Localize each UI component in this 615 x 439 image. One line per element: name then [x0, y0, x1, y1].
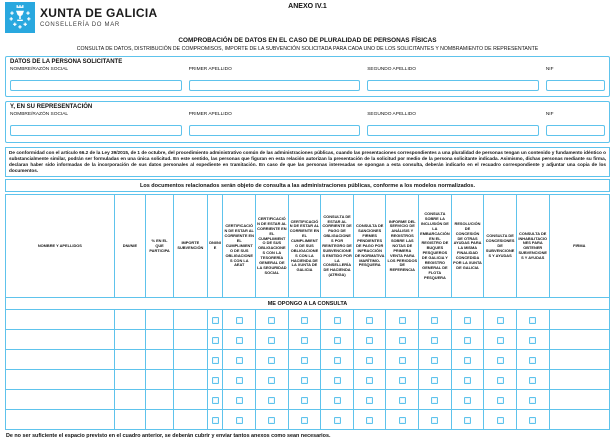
consulta-reintegro-atriga-cell — [321, 350, 354, 370]
oppose-checkbox[interactable] — [529, 377, 536, 384]
oppose-checkbox[interactable] — [236, 397, 243, 404]
table-row — [6, 410, 610, 430]
brand-text — [40, 2, 157, 28]
brand-title: XUNTA DE GALICIA — [40, 6, 158, 20]
informe-notas-primera-venta-cell — [386, 410, 419, 430]
nombre-apellidos-cell[interactable] — [6, 350, 115, 370]
column-header-consulta-sanciones: CONSULTA DE SANCIONES FIRMES PENDIENTES DE PAGO POR INFRACCIÓN DE NORMATIVA MARÍTIMO-PESQUERA — [353, 195, 386, 298]
cert-aeat-cell — [223, 310, 256, 330]
consulta-concesiones-cell — [484, 330, 517, 350]
oppose-checkbox[interactable] — [301, 317, 308, 324]
porcentaje-participacion-cell[interactable] — [146, 410, 174, 430]
column-header-consulta-reintegro-atriga: CONSULTA DE ESTAR AL CORRIENTE DE PAGO DE OBLIGACIONES POR REINTEGRO DE SUBVENCIONES EMITIDO POR LA CONSELLERÍA DE HACIENDA (ATRIGA) — [321, 195, 354, 298]
resolucion-otras-ayudas-cell — [451, 330, 484, 350]
cert-hacienda-xunta-cell — [288, 390, 321, 410]
porcentaje-participacion-cell[interactable] — [146, 370, 174, 390]
consulta-registro-buques-cell — [419, 370, 452, 390]
consulta-reintegro-atriga-cell — [321, 390, 354, 410]
applicant-segundo-apellido-label: SEGUNDO APELLIDO — [367, 66, 417, 72]
oppose-checkbox[interactable] — [268, 357, 275, 364]
applicant-nif-label: NIF — [545, 66, 554, 72]
cert-seguridad-social-cell — [256, 410, 289, 430]
oppose-checkbox[interactable] — [268, 377, 275, 384]
cert-seguridad-social-cell — [256, 370, 289, 390]
oppose-checkbox[interactable] — [301, 417, 308, 424]
consulta-sanciones-cell — [353, 310, 386, 330]
oppose-checkbox[interactable] — [497, 317, 504, 324]
oppose-checkbox[interactable] — [236, 337, 243, 344]
consulta-reintegro-atriga-cell — [321, 310, 354, 330]
oppose-checkbox[interactable] — [334, 417, 341, 424]
resolucion-otras-ayudas-cell — [451, 410, 484, 430]
oppose-checkbox[interactable] — [268, 317, 275, 324]
oppose-checkbox[interactable] — [212, 397, 219, 404]
applicant-section — [5, 56, 610, 98]
nombre-apellidos-cell[interactable] — [6, 410, 115, 430]
column-header-porcentaje-participacion: % EN EL QUE PARTICIPA — [146, 195, 174, 298]
oppose-checkbox[interactable] — [529, 397, 536, 404]
oppose-checkbox[interactable] — [212, 317, 219, 324]
cert-hacienda-xunta-cell — [288, 350, 321, 370]
representative-nombre-razon-social-label: NOMBRE/RAZÓN SOCIAL — [10, 112, 69, 117]
dni-nie-cell[interactable] — [114, 370, 145, 390]
importe-subvencion-cell[interactable] — [173, 350, 207, 370]
brand-subtitle: CONSELLERÍA DO MAR — [40, 22, 120, 28]
column-header-consulta-registro-buques: CONSULTA SOBRE LA INCLUSIÓN DE LA EMBARCACIÓN EN EL REGISTRO DE BUQUES PESQUEROS DE GALICIA Y REGISTRO GENERAL DE FLOTA PESQUERA — [419, 195, 452, 298]
dni-nie-consulta-cell — [207, 390, 223, 410]
informe-notas-primera-venta-cell — [386, 330, 419, 350]
annex-label: ANEXO IV.1 — [288, 3, 327, 10]
informe-notas-primera-venta-cell — [386, 370, 419, 390]
oppose-checkbox[interactable] — [464, 337, 471, 344]
importe-subvencion-cell[interactable] — [173, 410, 207, 430]
consulta-concesiones-cell — [484, 350, 517, 370]
cert-aeat-cell — [223, 370, 256, 390]
oppose-checkbox[interactable] — [399, 417, 406, 424]
dni-nie-cell[interactable] — [114, 350, 145, 370]
applicant-nombre-razon-social-field — [10, 67, 182, 92]
oppose-checkbox[interactable] — [431, 317, 438, 324]
oppose-checkbox[interactable] — [212, 357, 219, 364]
oppose-checkbox[interactable] — [431, 417, 438, 424]
column-header-cert-hacienda-xunta: CERTIFICACIÓN DE ESTAR AL CORRIENTE EN EL CUMPLIMIENTO DE SUS OBLIGACIONES CON LA HACIENDA DE LA XUNTA DE GALICIA — [288, 195, 321, 298]
oppose-checkbox[interactable] — [366, 337, 373, 344]
dni-nie-consulta-cell — [207, 410, 223, 430]
consulta-reintegro-atriga-cell — [321, 410, 354, 430]
oppose-checkbox[interactable] — [529, 317, 536, 324]
column-header-consulta-inhabilitaciones: CONSULTA DE INHABILITACIONES PARA OBTENER SUBVENCIONES Y AYUDAS — [516, 195, 549, 298]
applicant-primer-apellido-label: PRIMER APELLIDO — [188, 66, 232, 72]
cert-hacienda-xunta-cell — [288, 310, 321, 330]
document-title-block — [0, 37, 615, 52]
oppose-checkbox[interactable] — [301, 397, 308, 404]
firma-cell[interactable] — [549, 390, 609, 410]
consulta-concesiones-cell — [484, 370, 517, 390]
consulta-concesiones-cell — [484, 410, 517, 430]
resolucion-otras-ayudas-cell — [451, 350, 484, 370]
oppose-checkbox[interactable] — [497, 397, 504, 404]
cert-hacienda-xunta-cell — [288, 330, 321, 350]
oppose-checkbox[interactable] — [334, 397, 341, 404]
oppose-checkbox[interactable] — [464, 357, 471, 364]
consulta-inhabilitaciones-cell — [516, 370, 549, 390]
xunta-de-galicia-logo — [5, 2, 35, 33]
nombre-apellidos-cell[interactable] — [6, 330, 115, 350]
cert-seguridad-social-cell — [256, 310, 289, 330]
column-header-consulta-concesiones: CONSULTA DE CONCESIONES DE SUBVENCIONES Y AYUDAS — [484, 195, 517, 298]
table-row — [6, 390, 610, 410]
applicant-primer-apellido-input[interactable] — [189, 80, 361, 91]
cert-aeat-cell — [223, 330, 256, 350]
column-header-dni-nie-consulta: DNI/NIE — [207, 195, 223, 298]
dni-nie-cell[interactable] — [114, 390, 145, 410]
oppose-checkbox[interactable] — [431, 337, 438, 344]
nombre-apellidos-cell[interactable] — [6, 370, 115, 390]
dni-nie-cell[interactable] — [114, 330, 145, 350]
consulta-registro-buques-cell — [419, 310, 452, 330]
cert-hacienda-xunta-cell — [288, 370, 321, 390]
consulta-registro-buques-cell — [419, 330, 452, 350]
representative-segundo-apellido-field — [367, 112, 539, 137]
oppose-checkbox[interactable] — [212, 377, 219, 384]
applicant-section-title: DATOS DE LA PERSONA SOLICITANTE — [10, 58, 123, 65]
oppose-checkbox[interactable] — [497, 337, 504, 344]
column-header-cert-aeat: CERTIFICACIÓN DE ESTAR AL CORRIENTE EN EL CUMPLIMIENTO DE SUS OBLIGACIONES CON LA AEAT — [223, 195, 256, 298]
oppose-checkbox[interactable] — [236, 357, 243, 364]
applicant-fields — [10, 67, 605, 92]
consulta-inhabilitaciones-cell — [516, 350, 549, 370]
applicant-nombre-razon-social-label: NOMBRE/RAZÓN SOCIAL — [10, 66, 69, 72]
representative-segundo-apellido-label: SEGUNDO APELLIDO — [367, 112, 417, 117]
column-header-resolucion-otras-ayudas: RESOLUCIÓN DE CONCESIÓN DE OTRAS AYUDAS PARA LA MISMA FINALIDAD CONCEDIDA POR LA XUNTA DE GALICIA — [451, 195, 484, 298]
cert-aeat-cell — [223, 410, 256, 430]
oppose-checkbox[interactable] — [366, 397, 373, 404]
column-header-dni-nie: DNI/NIE — [114, 195, 145, 298]
oppose-checkbox[interactable] — [301, 357, 308, 364]
resolucion-otras-ayudas-cell — [451, 390, 484, 410]
oppose-checkbox[interactable] — [236, 377, 243, 384]
oppose-checkbox[interactable] — [334, 337, 341, 344]
consulta-reintegro-atriga-cell — [321, 370, 354, 390]
applicant-nif-input[interactable] — [546, 80, 605, 91]
oppose-checkbox[interactable] — [464, 377, 471, 384]
oppose-checkbox[interactable] — [366, 357, 373, 364]
consultation-table — [5, 194, 610, 430]
applicant-segundo-apellido-field — [367, 67, 539, 92]
applicant-nombre-razon-social-input[interactable] — [10, 80, 182, 91]
porcentaje-participacion-cell[interactable] — [146, 390, 174, 410]
oppose-checkbox[interactable] — [464, 317, 471, 324]
table-header-row — [6, 195, 610, 298]
oppose-checkbox[interactable] — [334, 317, 341, 324]
oppose-checkbox[interactable] — [464, 397, 471, 404]
footer-note: De no ser suficiente el espacio previsto en el cuadro anterior, se deberán cubrir y enviar tantos anexos como sean necesarios. — [6, 433, 331, 439]
table-row — [6, 330, 610, 350]
column-header-importe-subvencion: IMPORTE SUBVENCIÓN — [173, 195, 207, 298]
oppose-checkbox[interactable] — [497, 417, 504, 424]
cert-hacienda-xunta-cell — [288, 410, 321, 430]
consulta-inhabilitaciones-cell — [516, 410, 549, 430]
consulta-registro-buques-cell — [419, 390, 452, 410]
cert-seguridad-social-cell — [256, 330, 289, 350]
cert-seguridad-social-cell — [256, 350, 289, 370]
oppose-checkbox[interactable] — [497, 377, 504, 384]
resolucion-otras-ayudas-cell — [451, 310, 484, 330]
nombre-apellidos-cell[interactable] — [6, 310, 115, 330]
consulta-sanciones-cell — [353, 370, 386, 390]
oppose-checkbox[interactable] — [399, 337, 406, 344]
oppose-checkbox[interactable] — [431, 397, 438, 404]
cert-seguridad-social-cell — [256, 390, 289, 410]
representative-nif-field — [546, 112, 605, 137]
representative-fields — [10, 112, 605, 137]
cert-aeat-cell — [223, 350, 256, 370]
representative-nif-label: NIF — [545, 112, 554, 117]
document-subtitle: CONSULTA DE DATOS, DISTRIBUCIÓN DE COMPROMISOS, IMPORTE DE LA SUBVENCIÓN SOLICITADA PARA CADA UNO DE LOS SOLICITANTES Y NOMBRAMIENTO DE REPRESENTANTE — [76, 45, 539, 52]
representative-nombre-razon-social-input[interactable] — [10, 125, 182, 136]
dni-nie-consulta-cell — [207, 350, 223, 370]
firma-cell[interactable] — [549, 350, 609, 370]
consulta-registro-buques-cell — [419, 410, 452, 430]
informe-notas-primera-venta-cell — [386, 310, 419, 330]
firma-cell[interactable] — [549, 310, 609, 330]
importe-subvencion-cell[interactable] — [173, 390, 207, 410]
oppose-checkbox[interactable] — [464, 417, 471, 424]
porcentaje-participacion-cell[interactable] — [146, 350, 174, 370]
dni-nie-consulta-cell — [207, 310, 223, 330]
resolucion-otras-ayudas-cell — [451, 370, 484, 390]
dni-nie-consulta-cell — [207, 370, 223, 390]
column-header-cert-seguridad-social: CERTIFICACIÓN DE ESTAR AL CORRIENTE EN EL CUMPLIMIENTO DE SUS OBLIGACIONES CON LA TESORERÍA GENERAL DE LA SEGURIDAD SOCIAL — [256, 195, 289, 298]
dni-nie-consulta-cell — [207, 330, 223, 350]
representative-primer-apellido-input[interactable] — [189, 125, 361, 136]
oppose-consult-label: ME OPONGO A LA CONSULTA — [6, 298, 610, 310]
oppose-checkbox[interactable] — [334, 377, 341, 384]
consulta-concesiones-cell — [484, 310, 517, 330]
oppose-checkbox[interactable] — [268, 337, 275, 344]
informe-notas-primera-venta-cell — [386, 390, 419, 410]
page-header — [0, 0, 615, 34]
representative-primer-apellido-label: PRIMER APELLIDO — [188, 112, 232, 117]
consulta-reintegro-atriga-cell — [321, 330, 354, 350]
oppose-checkbox[interactable] — [431, 357, 438, 364]
dni-nie-cell[interactable] — [114, 310, 145, 330]
firma-cell[interactable] — [549, 330, 609, 350]
oppose-checkbox[interactable] — [431, 377, 438, 384]
oppose-checkbox[interactable] — [268, 417, 275, 424]
consulta-sanciones-cell — [353, 350, 386, 370]
consulta-inhabilitaciones-cell — [516, 390, 549, 410]
oppose-checkbox[interactable] — [334, 357, 341, 364]
representative-section — [5, 101, 610, 143]
consulta-inhabilitaciones-cell — [516, 330, 549, 350]
oppose-checkbox[interactable] — [301, 337, 308, 344]
oppose-checkbox[interactable] — [399, 397, 406, 404]
column-header-informe-notas-primera-venta: INFORME DEL SERVICIO DE ANÁLISIS Y REGISTROS SOBRE LAS NOTAS DE PRIMERA VENTA PARA LOS PERIODOS DE REFERENCIA — [386, 195, 419, 298]
importe-subvencion-cell[interactable] — [173, 310, 207, 330]
oppose-checkbox[interactable] — [236, 417, 243, 424]
representative-section-title: Y, EN SU REPRESENTACIÓN — [10, 104, 93, 110]
consulta-sanciones-cell — [353, 330, 386, 350]
importe-subvencion-cell[interactable] — [173, 370, 207, 390]
oppose-checkbox[interactable] — [366, 417, 373, 424]
oppose-row — [6, 298, 610, 310]
representative-primer-apellido-field — [189, 112, 361, 137]
cert-aeat-cell — [223, 390, 256, 410]
table-row — [6, 350, 610, 370]
table-row — [6, 370, 610, 390]
informe-notas-primera-venta-cell — [386, 350, 419, 370]
legal-text: De conformidad con el artículo 66.2 de la Ley 39/2015, de 1 de octubre, del procedimiento administrativo común de las administraciones públicas, cuando las presentaciones correspondientes a una pluralidad de personas tengan un contenido y fundamento idéntico o substancialmente similar, podrán ser formuladas en una única solicitud. En este sentido, las personas que figuran en esta relación autorizan la presentación de la solicitud por medio de la persona solicitante indicada. Asimismo, dichas personas mediante su firma, declaran haber sido informadas de la incorporación de sus datos personales al expediente en tramitación. En caso de que las personas interesadas se opongan a esta consulta, deberán indicarlo en el recuadro correspondiente y adjuntar una copia de los documentos. — [5, 147, 610, 178]
consult-notice: Los documentos relacionados serán objeto de consulta a las administraciones públicas, conforme a los modelos normalizados. — [5, 179, 610, 192]
applicant-primer-apellido-field — [189, 67, 361, 92]
applicant-nif-field — [546, 67, 605, 92]
representative-segundo-apellido-input[interactable] — [367, 125, 539, 136]
firma-cell[interactable] — [549, 410, 609, 430]
representative-nif-input[interactable] — [546, 125, 605, 136]
oppose-checkbox[interactable] — [529, 417, 536, 424]
applicant-segundo-apellido-input[interactable] — [367, 80, 539, 91]
dni-nie-cell[interactable] — [114, 410, 145, 430]
porcentaje-participacion-cell[interactable] — [146, 310, 174, 330]
oppose-checkbox[interactable] — [529, 337, 536, 344]
oppose-checkbox[interactable] — [212, 337, 219, 344]
representative-nombre-razon-social-field — [10, 112, 182, 137]
consulta-concesiones-cell — [484, 390, 517, 410]
column-header-firma: FIRMA — [549, 195, 609, 298]
firma-cell[interactable] — [549, 370, 609, 390]
oppose-checkbox[interactable] — [236, 317, 243, 324]
oppose-checkbox[interactable] — [497, 357, 504, 364]
document-title: COMPROBACIÓN DE DATOS EN EL CASO DE PLURALIDAD DE PERSONAS FÍSICAS — [178, 37, 437, 44]
oppose-checkbox[interactable] — [212, 417, 219, 424]
consulta-sanciones-cell — [353, 390, 386, 410]
importe-subvencion-cell[interactable] — [173, 330, 207, 350]
oppose-checkbox[interactable] — [366, 377, 373, 384]
oppose-checkbox[interactable] — [301, 377, 308, 384]
oppose-checkbox[interactable] — [268, 397, 275, 404]
oppose-checkbox[interactable] — [399, 377, 406, 384]
table-row — [6, 310, 610, 330]
oppose-checkbox[interactable] — [399, 357, 406, 364]
consulta-sanciones-cell — [353, 410, 386, 430]
oppose-checkbox[interactable] — [399, 317, 406, 324]
porcentaje-participacion-cell[interactable] — [146, 330, 174, 350]
consulta-inhabilitaciones-cell — [516, 310, 549, 330]
oppose-checkbox[interactable] — [366, 317, 373, 324]
consulta-registro-buques-cell — [419, 350, 452, 370]
nombre-apellidos-cell[interactable] — [6, 390, 115, 410]
column-header-nombre-apellidos: NOMBRE Y APELLIDOS — [6, 195, 115, 298]
oppose-checkbox[interactable] — [529, 357, 536, 364]
